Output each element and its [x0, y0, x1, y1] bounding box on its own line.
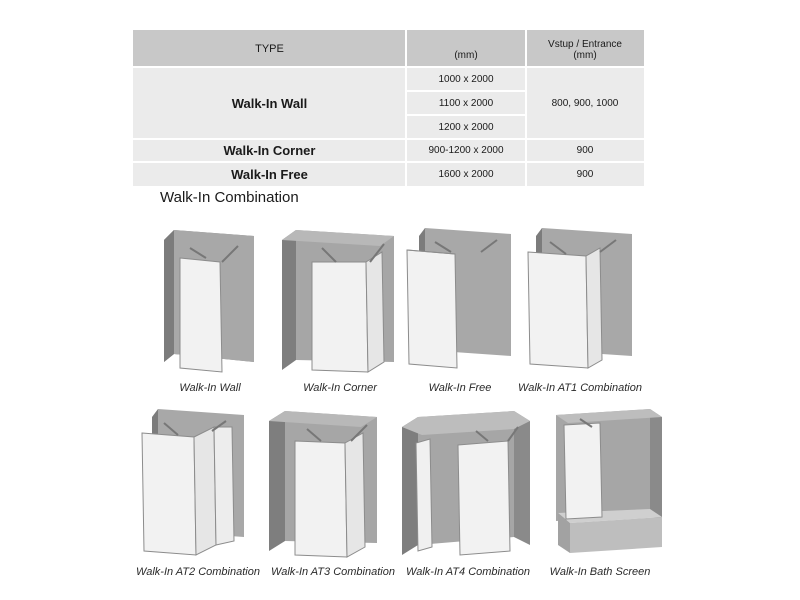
header-entrance: [526, 30, 644, 67]
caption-walk-in-wall: Walk-In Wall: [179, 382, 241, 394]
walk-in-free-illustration: [405, 222, 520, 382]
walk-in-at2-illustration: [138, 405, 253, 565]
caption-walk-in-at1: Walk-In AT1 Combination: [518, 382, 642, 394]
row-wall-size-3: 1200 x 2000: [406, 115, 526, 139]
row-free-size: 1600 x 2000: [406, 162, 526, 186]
caption-walk-in-at3: Walk-In AT3 Combination: [271, 566, 395, 578]
header-entrance-label: Vstup / Entrance: [548, 38, 622, 50]
caption-walk-in-at2: Walk-In AT2 Combination: [136, 566, 260, 578]
header-size-unit: [406, 30, 526, 67]
table-divider: [406, 114, 526, 116]
spec-table: [133, 30, 644, 186]
row-corner-size: 900-1200 x 2000: [406, 139, 526, 162]
row-free-entrance: 900: [526, 162, 644, 186]
table-divider: [133, 161, 644, 163]
row-wall-entrance: 800, 900, 1000: [526, 67, 644, 139]
section-title: Walk-In Combination: [160, 189, 299, 206]
row-free-type: Walk-In Free: [133, 162, 406, 186]
caption-walk-in-at4: Walk-In AT4 Combination: [406, 566, 530, 578]
row-wall-size-2: 1100 x 2000: [406, 91, 526, 115]
caption-walk-in-free: Walk-In Free: [428, 382, 492, 394]
table-divider: [133, 66, 644, 68]
row-wall-type: Walk-In Wall: [133, 67, 406, 139]
caption-walk-in-corner: Walk-In Corner: [303, 382, 377, 394]
walk-in-at3-illustration: [265, 405, 385, 565]
walk-in-at1-illustration: [522, 222, 637, 382]
row-wall-size-1: 1000 x 2000: [406, 67, 526, 91]
walk-in-wall-illustration: [150, 222, 270, 382]
header-entrance-unit: (mm): [573, 49, 597, 61]
header-type: TYPE: [133, 30, 406, 67]
walk-in-corner-illustration: [278, 222, 403, 382]
row-corner-entrance: 900: [526, 139, 644, 162]
caption-walk-in-bath-screen: Walk-In Bath Screen: [549, 566, 651, 578]
table-divider: [406, 90, 526, 92]
walk-in-bath-screen-illustration: [550, 405, 665, 565]
table-divider: [133, 138, 644, 140]
row-corner-type: Walk-In Corner: [133, 139, 406, 162]
header-size-unit-text: (mm): [454, 50, 478, 61]
walk-in-at4-illustration: [400, 405, 535, 565]
